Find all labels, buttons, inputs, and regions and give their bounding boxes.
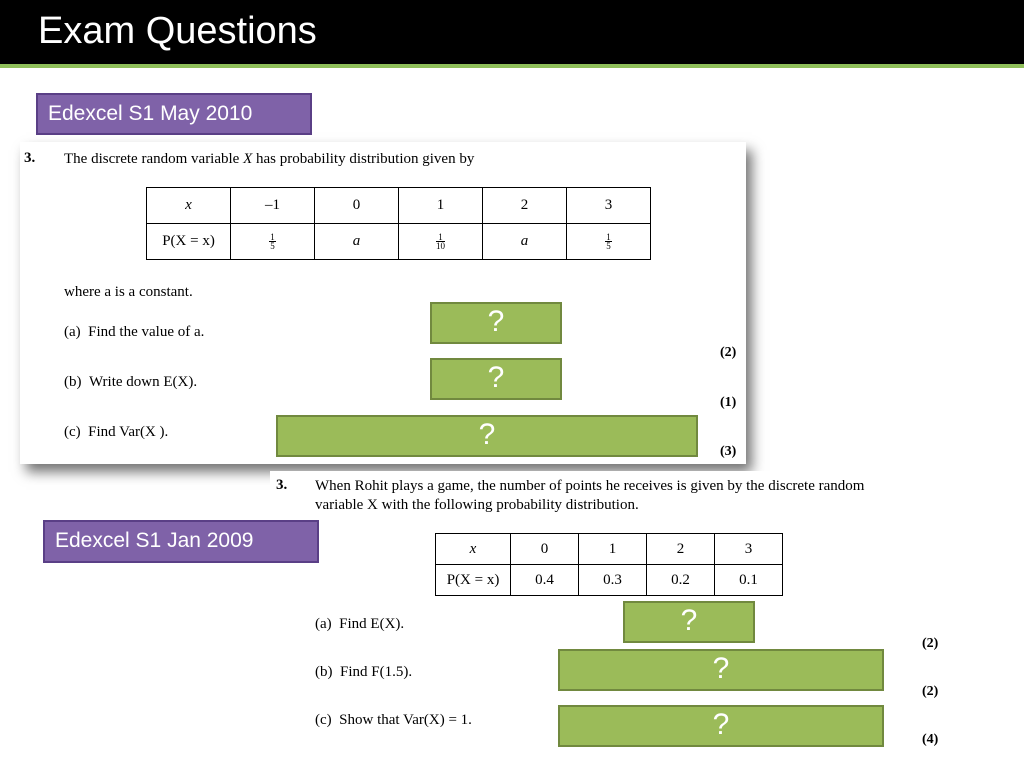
table-cell: 0.3 xyxy=(579,565,647,596)
marks-part-a: (2) xyxy=(922,636,939,651)
table-cell: 2 xyxy=(483,188,567,224)
marks-part-a: (2) xyxy=(720,345,737,360)
table-cell: $\frac{1}{5}$ xyxy=(567,224,651,260)
table-cell: 0.1 xyxy=(715,565,783,596)
part-c: (c) Show that Var(X) = 1. xyxy=(315,712,472,728)
part-b: (b) Find F(1.5). xyxy=(315,664,413,680)
part-b: (b) Write down E(X). xyxy=(64,374,198,390)
reveal-answer-button[interactable]: ? xyxy=(430,358,562,400)
title-bar xyxy=(0,0,1024,64)
table-cell: $\frac{1}{5}$ xyxy=(231,224,315,260)
table-cell: $\frac{1}{10}$ xyxy=(399,224,483,260)
source-label-jan-2009: Edexcel S1 Jan 2009 xyxy=(43,520,319,563)
part-a: (a) Find E(X). xyxy=(315,616,405,632)
reveal-answer-button[interactable]: ? xyxy=(623,601,755,643)
table-cell: a xyxy=(483,224,567,260)
table-header-x: x xyxy=(469,540,477,557)
table-cell: 1 xyxy=(579,534,647,565)
reveal-answer-button[interactable]: ? xyxy=(276,415,698,457)
table-cell: 1 xyxy=(399,188,483,224)
marks-part-b: (1) xyxy=(720,395,737,410)
reveal-answer-button[interactable]: ? xyxy=(558,649,884,691)
marks-part-b: (2) xyxy=(922,684,939,699)
marks-part-c: (3) xyxy=(720,444,737,459)
source-label-may-2010: Edexcel S1 May 2010 xyxy=(36,93,312,135)
part-a: (a) Find the value of a. xyxy=(64,324,205,340)
table-cell: 0.2 xyxy=(647,565,715,596)
table-header-p: P(X = x) xyxy=(436,565,511,596)
question-intro-line-2: variable X with the following probability distribution. xyxy=(315,497,639,513)
table-header-p: P(X = x) xyxy=(147,224,231,260)
table-cell: a xyxy=(315,224,399,260)
reveal-answer-button[interactable]: ? xyxy=(430,302,562,344)
distribution-table xyxy=(146,187,651,260)
table-cell: 0 xyxy=(511,534,579,565)
table-cell: 0.4 xyxy=(511,565,579,596)
reveal-answer-button[interactable]: ? xyxy=(558,705,884,747)
table-cell: 3 xyxy=(567,188,651,224)
question-intro: The discrete random variable X has probability distribution given by xyxy=(64,151,475,167)
constant-note: where a is a constant. xyxy=(64,284,193,300)
table-cell: 0 xyxy=(315,188,399,224)
marks-part-c: (4) xyxy=(922,732,939,747)
question-number: 3. xyxy=(24,150,36,166)
title-divider xyxy=(0,64,1024,68)
part-c: (c) Find Var(X ). xyxy=(64,424,169,440)
slide-title: Exam Questions xyxy=(38,10,317,52)
table-cell: –1 xyxy=(231,188,315,224)
question-number: 3. xyxy=(276,477,288,493)
question-intro-line-1: When Rohit plays a game, the number of points he receives is given by the discrete random xyxy=(315,478,865,494)
table-cell: 2 xyxy=(647,534,715,565)
table-header-x: x xyxy=(185,197,192,213)
distribution-table xyxy=(435,533,783,596)
table-cell: 3 xyxy=(715,534,783,565)
